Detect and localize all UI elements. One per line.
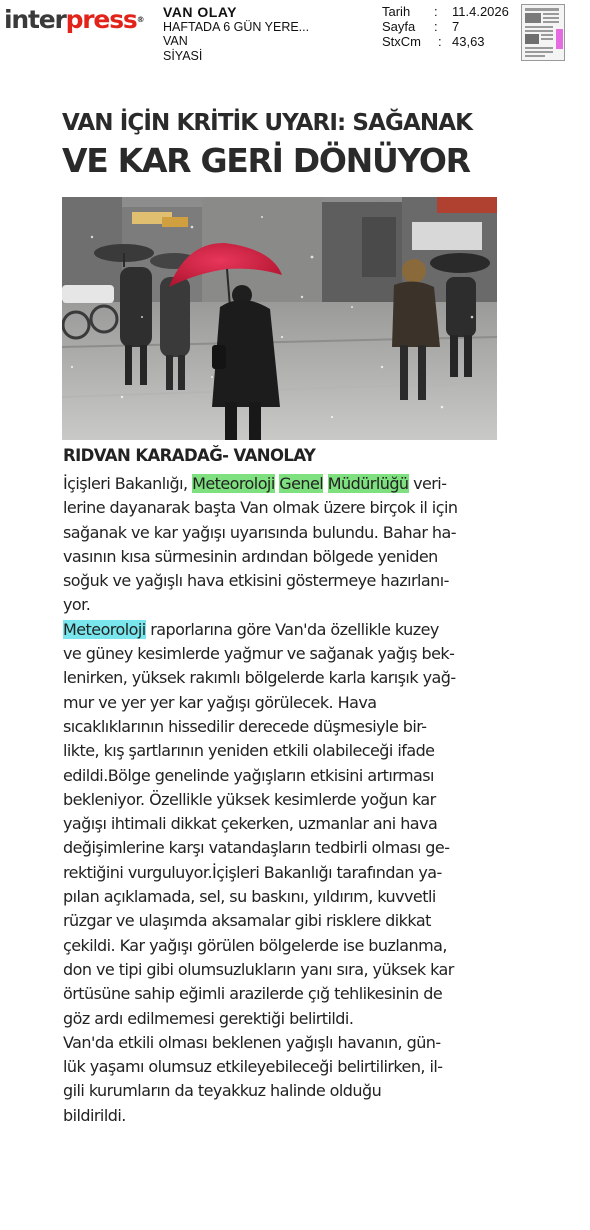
article-title-line2: VE KAR GERİ DÖNÜYOR bbox=[62, 141, 470, 180]
body-line: lenirken, yüksek rakımlı bölgelerde karla karışık yağ- bbox=[63, 668, 456, 688]
page-thumbnail[interactable] bbox=[521, 4, 565, 61]
highlight-keyword: Meteoroloji bbox=[63, 619, 146, 639]
publication-section: SİYASİ bbox=[163, 48, 203, 63]
publication-info bbox=[163, 5, 309, 63]
article-photo bbox=[62, 197, 497, 440]
body-line: lük yaşamı olumsuz etkileyebileceği belirtilirken, il- bbox=[63, 1057, 443, 1077]
body-line: bildirildi. bbox=[63, 1105, 126, 1125]
date-separator: : bbox=[434, 4, 438, 19]
page-value: 7 bbox=[452, 19, 460, 34]
body-line: lerine dayanarak başta Van olmak üzere birçok il için bbox=[63, 498, 458, 518]
clipping-meta bbox=[382, 4, 509, 49]
highlight-keyword: Meteoroloji bbox=[192, 474, 275, 493]
stxcm-value: 43,63 bbox=[452, 34, 485, 49]
article-title-line1: VAN İÇİN KRİTİK UYARI: SAĞANAK bbox=[62, 110, 473, 136]
body-line: yor. bbox=[63, 595, 91, 615]
body-line: pılan açıklamada, sel, su baskını, yıldırım, kuvvetli bbox=[63, 887, 436, 907]
body-line: yağışı ihtimali dikkat çekerken, uzmanlar ani hava bbox=[63, 814, 438, 834]
stxcm-row bbox=[382, 34, 509, 49]
body-line: göz ardı edilmemesi gerektiği belirtildi. bbox=[63, 1008, 354, 1028]
page-label: Sayfa bbox=[382, 19, 416, 34]
interpress-logo bbox=[4, 6, 145, 34]
page-separator: : bbox=[434, 19, 438, 34]
logo-registered-mark: ® bbox=[136, 15, 145, 24]
logo-text-press: press bbox=[65, 5, 137, 34]
publication-city: VAN bbox=[163, 34, 188, 48]
article-body bbox=[63, 472, 495, 1128]
publication-frequency: HAFTADA 6 GÜN YERE... bbox=[163, 19, 310, 34]
date-label: Tarih bbox=[382, 4, 411, 19]
body-line: don ve tipi gibi olumsuzlukların yanı sıra, yüksek kar bbox=[63, 959, 454, 979]
date-row bbox=[382, 4, 509, 19]
highlight-keyword: Genel bbox=[279, 474, 324, 493]
body-line: Van'da etkili olması beklenen yağışlı havanın, gün- bbox=[63, 1032, 441, 1052]
body-line: gili kurumların da teyakkuz halinde olduğu bbox=[63, 1081, 382, 1101]
body-line: edildi.Bölge genelinde yağışların etkisini artırması bbox=[63, 765, 434, 785]
highlight-keyword: Müdürlüğü bbox=[327, 474, 409, 493]
body-line: rektiğini vurguluyor.İçişleri Bakanlığı tarafından ya- bbox=[63, 862, 442, 882]
body-line: İçişleri Bakanlığı, Meteoroloji Genel Müdürlüğü veri- bbox=[63, 474, 447, 493]
logo-text-inter: inter bbox=[4, 5, 66, 34]
body-line: mur ve yer yer kar yağışı görülecek. Hava bbox=[63, 692, 377, 712]
body-line: rüzgar ve ulaşımda aksamalar gibi risklere dikkat bbox=[63, 911, 431, 931]
body-line: vasının kısa sürmesinin ardından bölgede yeniden bbox=[63, 546, 438, 566]
body-line: sıcaklıklarının hissedilir derecede düşmesiyle bir- bbox=[63, 716, 427, 736]
body-line: bekleniyor. Özellikle yüksek kesimlerde yoğun kar bbox=[63, 789, 436, 809]
body-line: örtüsüne sahip eğimli arazilerde çığ tehlikesinin de bbox=[63, 984, 443, 1004]
article-byline: RIDVAN KARADAĞ- VANOLAY bbox=[63, 446, 316, 465]
body-line: değişimlerine karşı vatandaşların tedbirli olması ge- bbox=[63, 838, 450, 858]
article-title bbox=[62, 106, 502, 182]
thumbnail-highlight-marker bbox=[556, 29, 563, 49]
date-value: 11.4.2026 bbox=[452, 4, 509, 19]
page-row bbox=[382, 19, 509, 34]
stxcm-label: StxCm bbox=[382, 34, 421, 49]
publication-name: VAN OLAY bbox=[163, 4, 238, 20]
body-line: likte, kış şartlarının yeniden etkili olabileceği ifade bbox=[63, 741, 435, 761]
body-line: soğuk ve yağışlı hava etkisini göstermeye hazırlanı- bbox=[63, 571, 449, 591]
stxcm-separator: : bbox=[438, 34, 442, 49]
body-line: çekildi. Kar yağışı görülen bölgelerde ise buzlanma, bbox=[63, 935, 447, 955]
body-line: Meteoroloji raporlarına göre Van'da özellikle kuzey bbox=[63, 619, 439, 639]
body-line: sağanak ve kar yağışı uyarısında bulundu. Bahar ha- bbox=[63, 522, 456, 542]
body-line: ve güney kesimlerde yağmur ve sağanak yağış bek- bbox=[63, 644, 455, 664]
